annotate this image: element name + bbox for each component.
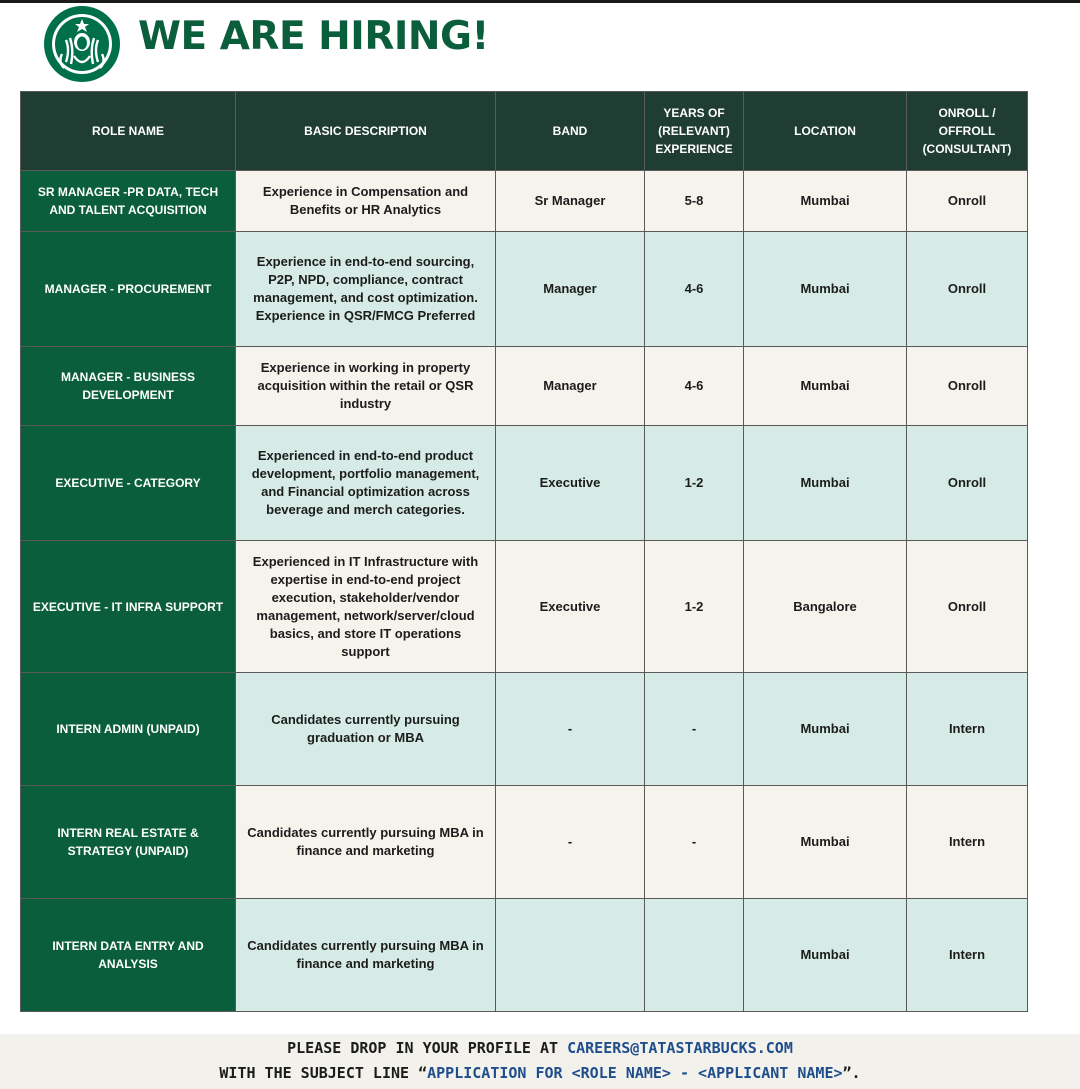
- role-description: Experience in end-to-end sourcing, P2P, NPD, compliance, contract management, and cost optimization. Experience in QSR/FMCG Preferred: [236, 232, 496, 347]
- role-band: Executive: [496, 541, 645, 673]
- role-experience: 4-6: [645, 232, 744, 347]
- role-location: Mumbai: [744, 171, 907, 232]
- table-row: [21, 347, 1028, 426]
- role-experience: -: [645, 673, 744, 786]
- role-location: Mumbai: [744, 347, 907, 426]
- role-name: INTERN REAL ESTATE & STRATEGY (UNPAID): [21, 786, 236, 899]
- subject-prefix: WITH THE SUBJECT LINE “: [219, 1064, 428, 1082]
- application-instructions: [0, 1034, 1080, 1089]
- role-experience: -: [645, 786, 744, 899]
- table-row: [21, 171, 1028, 232]
- role-status: Intern: [907, 673, 1028, 786]
- table-row: [21, 673, 1028, 786]
- top-border: [0, 0, 1080, 3]
- table-header-row: [21, 92, 1028, 171]
- starbucks-logo-icon: [44, 6, 120, 82]
- role-description: Experience in working in property acquisition within the retail or QSR industry: [236, 347, 496, 426]
- column-header-experience: YEARS OF (RELEVANT) EXPERIENCE: [645, 92, 744, 171]
- role-description: Candidates currently pursuing MBA in finance and marketing: [236, 899, 496, 1012]
- role-location: Mumbai: [744, 426, 907, 541]
- role-name: MANAGER - PROCUREMENT: [21, 232, 236, 347]
- table-row: [21, 899, 1028, 1012]
- role-band: Manager: [496, 347, 645, 426]
- footer-line-1: [0, 1036, 1080, 1061]
- jobs-table: [20, 91, 1028, 1012]
- column-header-role: ROLE NAME: [21, 92, 236, 171]
- footer-prefix: PLEASE DROP IN YOUR PROFILE AT: [287, 1039, 568, 1057]
- role-name: MANAGER - BUSINESS DEVELOPMENT: [21, 347, 236, 426]
- careers-email-link[interactable]: CAREERS@TATASTARBUCKS.COM: [567, 1039, 793, 1057]
- role-band: Sr Manager: [496, 171, 645, 232]
- subject-suffix: ”.: [842, 1064, 861, 1082]
- role-band: Executive: [496, 426, 645, 541]
- role-experience: 1-2: [645, 426, 744, 541]
- role-status: Intern: [907, 899, 1028, 1012]
- role-name: EXECUTIVE - IT INFRA SUPPORT: [21, 541, 236, 673]
- role-status: Onroll: [907, 347, 1028, 426]
- role-status: Onroll: [907, 541, 1028, 673]
- role-experience: [645, 899, 744, 1012]
- table-row: [21, 541, 1028, 673]
- page-title: WE ARE HIRING!: [138, 14, 489, 59]
- role-description: Experienced in IT Infrastructure with expertise in end-to-end project execution, stakeholder/vendor management, network/server/cloud basics, and store IT operations support: [236, 541, 496, 673]
- role-status: Onroll: [907, 426, 1028, 541]
- role-location: Bangalore: [744, 541, 907, 673]
- role-description: Candidates currently pursuing graduation or MBA: [236, 673, 496, 786]
- role-band: Manager: [496, 232, 645, 347]
- role-name: INTERN ADMIN (UNPAID): [21, 673, 236, 786]
- role-status: Onroll: [907, 232, 1028, 347]
- role-location: Mumbai: [744, 673, 907, 786]
- role-description: Candidates currently pursuing MBA in finance and marketing: [236, 786, 496, 899]
- role-name: INTERN DATA ENTRY AND ANALYSIS: [21, 899, 236, 1012]
- subject-line: APPLICATION FOR <ROLE NAME> - <APPLICANT NAME>: [427, 1064, 843, 1082]
- role-band: -: [496, 673, 645, 786]
- role-description: Experience in Compensation and Benefits or HR Analytics: [236, 171, 496, 232]
- role-location: Mumbai: [744, 786, 907, 899]
- role-experience: 5-8: [645, 171, 744, 232]
- table-row: [21, 786, 1028, 899]
- role-experience: 4-6: [645, 347, 744, 426]
- column-header-location: LOCATION: [744, 92, 907, 171]
- role-experience: 1-2: [645, 541, 744, 673]
- role-status: Onroll: [907, 171, 1028, 232]
- table-row: [21, 232, 1028, 347]
- footer-line-2: [0, 1061, 1080, 1086]
- column-header-band: BAND: [496, 92, 645, 171]
- role-name: SR MANAGER -PR DATA, TECH AND TALENT ACQUISITION: [21, 171, 236, 232]
- column-header-status: ONROLL / OFFROLL (CONSULTANT): [907, 92, 1028, 171]
- role-location: Mumbai: [744, 232, 907, 347]
- role-status: Intern: [907, 786, 1028, 899]
- role-description: Experienced in end-to-end product development, portfolio management, and Financial optimization across beverage and merch categories.: [236, 426, 496, 541]
- role-band: -: [496, 786, 645, 899]
- role-name: EXECUTIVE - CATEGORY: [21, 426, 236, 541]
- role-location: Mumbai: [744, 899, 907, 1012]
- table-row: [21, 426, 1028, 541]
- column-header-description: BASIC DESCRIPTION: [236, 92, 496, 171]
- role-band: [496, 899, 645, 1012]
